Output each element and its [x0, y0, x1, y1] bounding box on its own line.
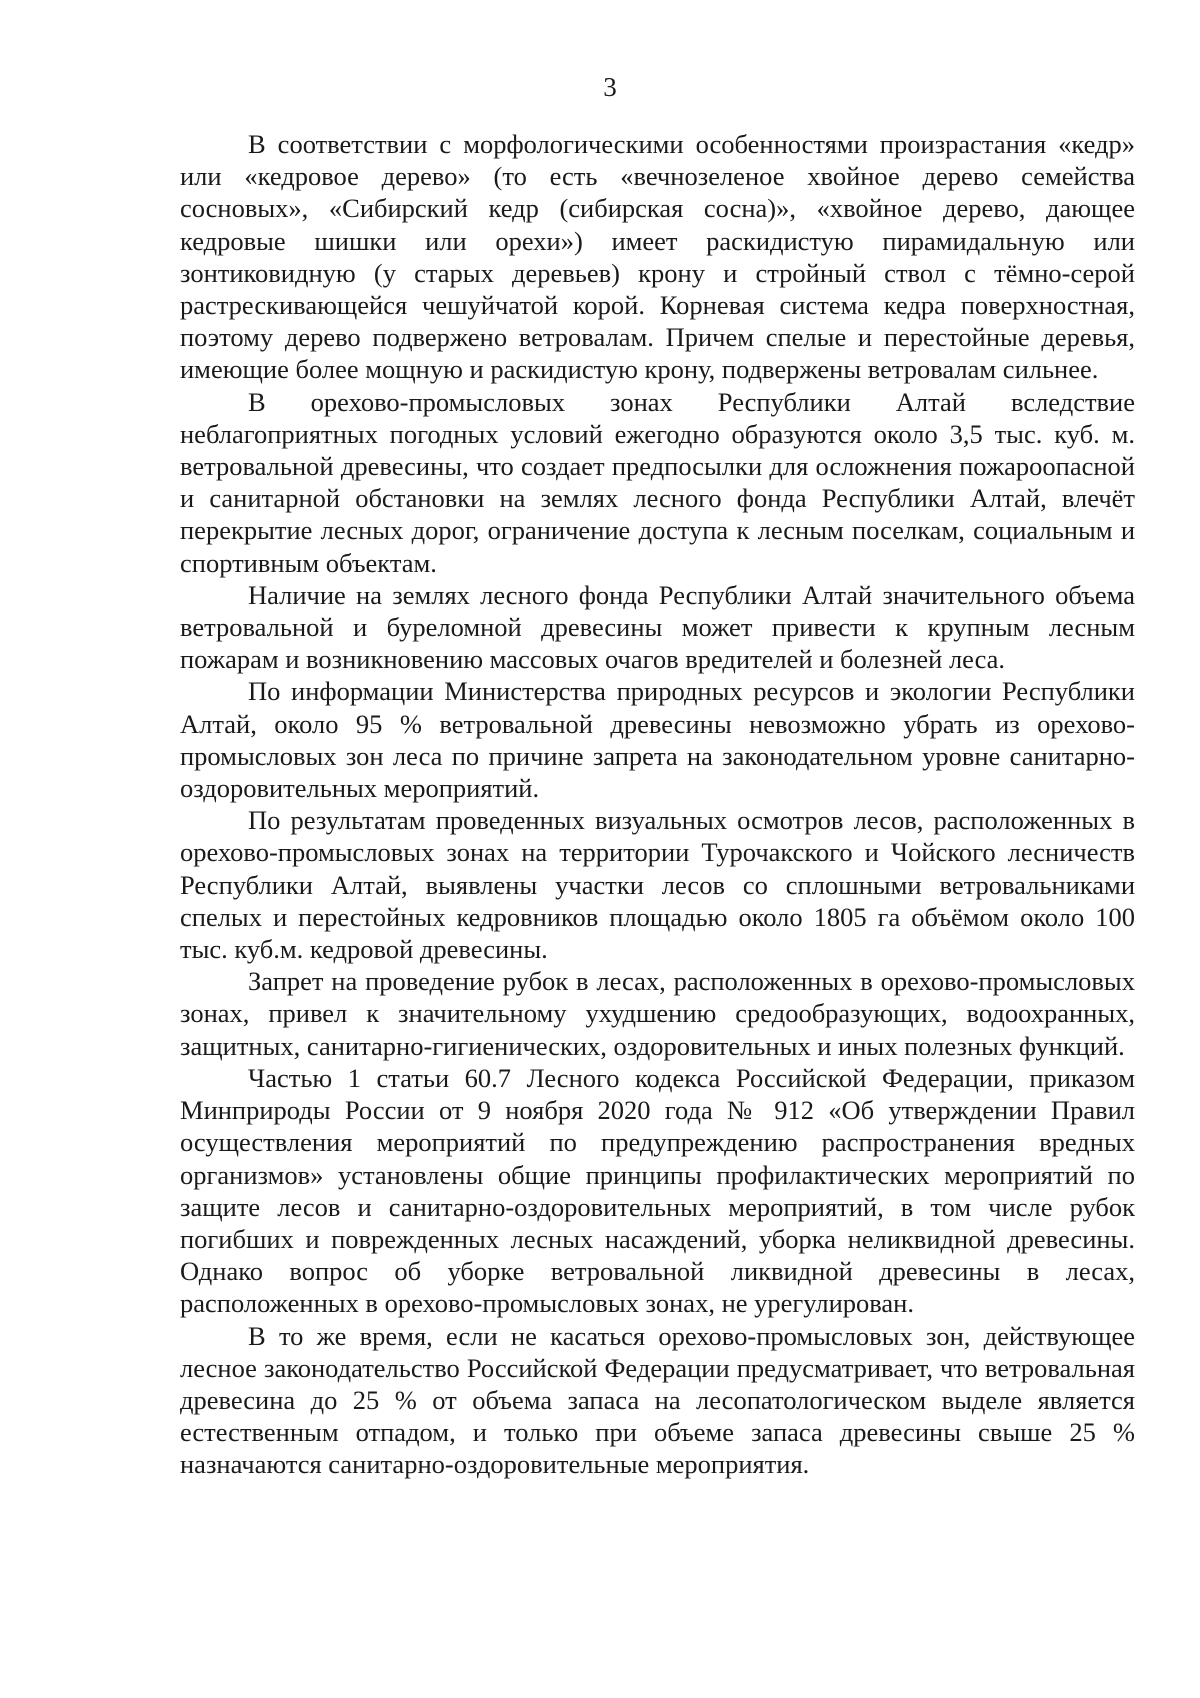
paragraph-legal-framework: Частью 1 статьи 60.7 Лесного кодекса Российской Федерации, приказом Минприроды России от 9 ноября 2020 года № 912 «Об утверждении Правил осуществления мероприятий по предупреждению распространения вредных организмов» установлены общие принципы профилактических мероприятий по защите лесов и санитарно-оздоровительных мероприятий, в том числе рубок погибших и поврежденных лесных насаждений, уборка неликвидной древесины. Однако вопрос об уборке ветровальной ликвидной древесины в лесах, расположенных в орехово-промысловых зонах, не урегулирован.: [180, 1062, 1135, 1319]
page-number: 3: [603, 72, 617, 102]
document-body: [180, 128, 1135, 1481]
paragraph-cedar-morphology: В соответствии с морфологическими особенностями произрастания «кедр» или «кедровое дерево» (то есть «вечнозеленое хвойное дерево семейства сосновых», «Сибирский кедр (сибирская сосна)», «хвойное дерево, дающее кедровые шишки или орехи») имеет раскидистую пирамидальную или зонтиковидную (у старых деревьев) крону и стройный ствол с тёмно-серой растрескивающейся чешуйчатой корой. Корневая система кедра поверхностная, поэтому дерево подвержено ветровалам. Причем спелые и перестойные деревья, имеющие более мощную и раскидистую крону, подвержены ветровалам сильнее.: [180, 129, 1135, 385]
paragraph-natural-loss: В то же время, если не касаться орехово-промысловых зон, действующее лесное законодательство Российской Федерации предусматривает, что ветровальная древесина до 25 % от объема запаса на лесопатологическом выделе является естественным отпадом, и только при объеме запаса древесины свыше 25 % назначаются санитарно-оздоровительные мероприятия.: [180, 1320, 1135, 1480]
paragraph-fire-risk: Наличие на землях лесного фонда Республики Алтай значительного объема ветровальной и буреломной древесины может привести к крупным лесным пожарам и возникновению массовых очагов вредителей и болезней леса.: [180, 579, 1135, 675]
paragraph-ministry-information: По информации Министерства природных ресурсов и экологии Республики Алтай, около 95 % ветровальной древесины невозможно убрать из орехово-промысловых зон леса по причине запрета на законодательном уровне санитарно-оздоровительных мероприятий.: [180, 676, 1135, 804]
paragraph-inspection-results: По результатам проведенных визуальных осмотров лесов, расположенных в орехово-промысловых зонах на территории Турочакского и Чойского лесничеств Республики Алтай, выявлены участки лесов со сплошными ветровальниками спелых и перестойных кедровников площадью около 1805 га объёмом около 100 тыс. куб.м. кедровой древесины.: [180, 805, 1135, 965]
paragraph-logging-ban: Запрет на проведение рубок в лесах, расположенных в орехово-промысловых зонах, привел к значительному ухудшению средообразующих, водоохранных, защитных, санитарно-гигиенических, оздоровительных и иных полезных функций.: [180, 966, 1135, 1061]
paragraph-windfall-volume: В орехово-промысловых зонах Республики Алтай вследствие неблагоприятных погодных условий ежегодно образуются около 3,5 тыс. куб. м. ветровальной древесины, что создает предпосылки для осложнения пожароопасной и санитарной обстановки на землях лесного фонда Республики Алтай, влечёт перекрытие лесных дорог, ограничение доступа к лесным поселкам, социальным и спортивным объектам.: [180, 386, 1135, 578]
